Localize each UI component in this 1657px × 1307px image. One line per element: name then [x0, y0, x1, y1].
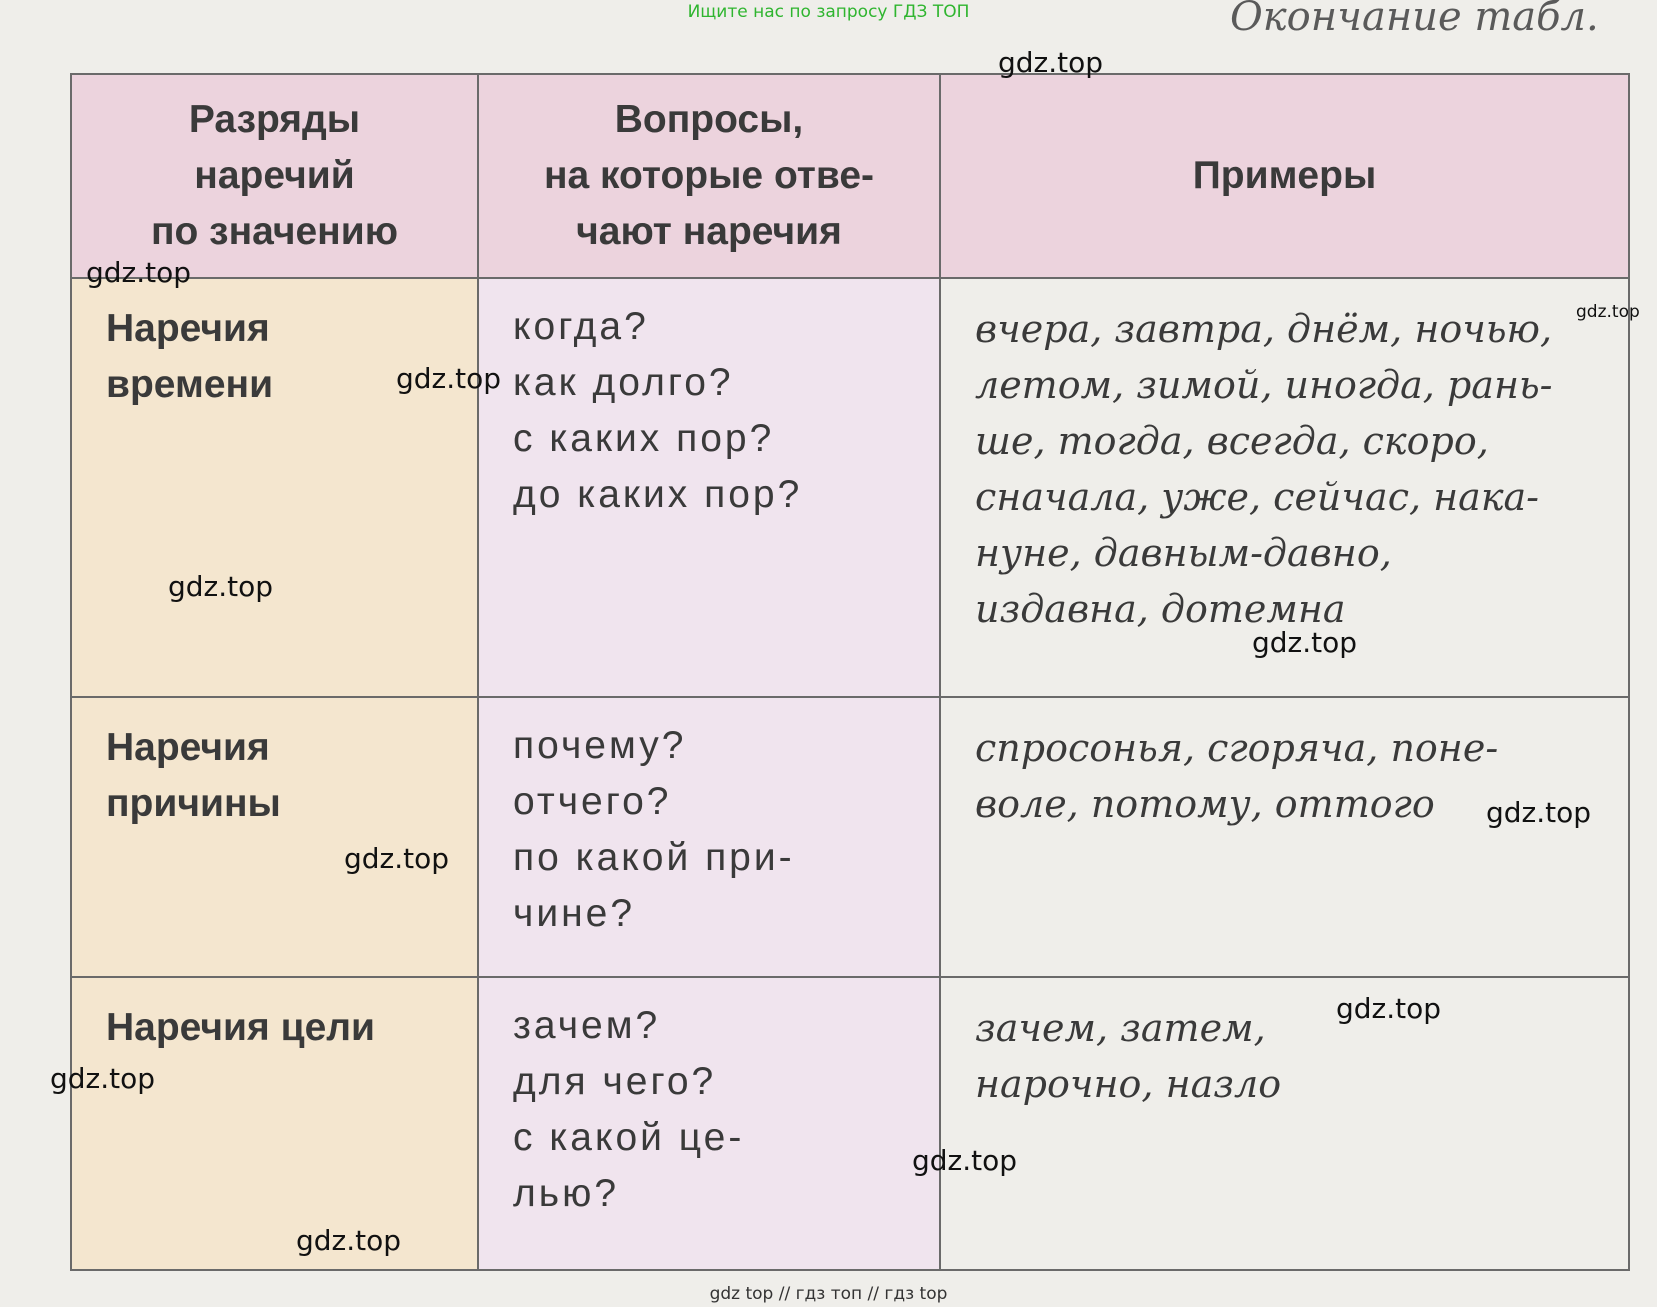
questions-cell: когда? как долго? с каких пор? до каких пор? — [478, 278, 940, 697]
watermark: gdz.top — [344, 842, 450, 875]
watermark: gdz.top — [296, 1224, 402, 1257]
watermark: gdz.top — [998, 46, 1104, 79]
category-cell: Наречия времени — [71, 278, 478, 697]
watermark: gdz.top — [912, 1144, 1018, 1177]
category-cell: Наречия цели — [71, 977, 478, 1270]
watermark: gdz.top — [1336, 992, 1442, 1025]
table-row-reason — [71, 697, 1629, 977]
category-cell: Наречия причины — [71, 697, 478, 977]
watermark: gdz.top — [86, 256, 192, 289]
footer-text: gdz top // гдз топ // гдз top — [709, 1284, 948, 1304]
watermark: gdz.top — [1486, 796, 1592, 829]
header-examples: Примеры — [940, 74, 1629, 278]
watermark: gdz.top — [396, 362, 502, 395]
watermark: gdz.top — [50, 1062, 156, 1095]
table-row-time — [71, 278, 1629, 697]
examples-cell: вчера, завтра, днём, ночью, летом, зимой, иногда, рань- ше, тогда, всегда, скоро, сначала, уже, сейчас, нака- нуне, давным-давно, издавна, дотемна — [940, 278, 1629, 697]
examples-cell: зачем, затем, нарочно, назло — [940, 977, 1629, 1270]
watermark: gdz.top — [1576, 302, 1640, 322]
questions-cell: почему? отчего? по какой при- чине? — [478, 697, 940, 977]
table-header-row — [71, 74, 1629, 278]
watermark: gdz.top — [1252, 626, 1358, 659]
header-questions: Вопросы, на которые отве- чают наречия — [478, 74, 940, 278]
examples-cell: спросонья, сгоряча, поне- воле, потому, оттого — [940, 697, 1629, 977]
watermark: gdz.top — [168, 570, 274, 603]
adverb-classes-table — [70, 73, 1630, 1271]
top-banner-link[interactable]: Ищите нас по запросу ГДЗ ТОП — [687, 2, 970, 22]
questions-cell: зачем? для чего? с какой це- лью? — [478, 977, 940, 1270]
header-categories: Разряды наречий по значению — [71, 74, 478, 278]
table-caption: Окончание табл. — [1230, 0, 1599, 38]
